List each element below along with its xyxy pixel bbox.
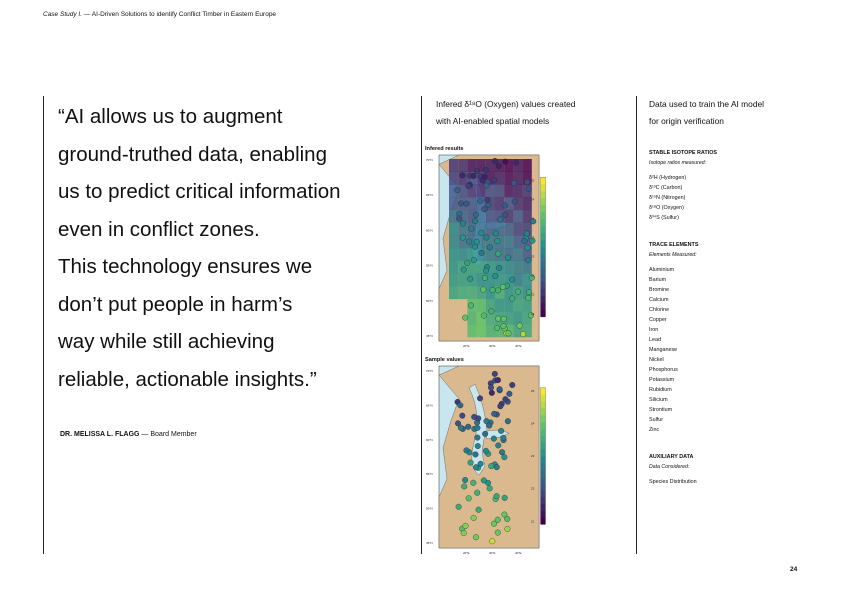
sample-point — [471, 480, 477, 486]
sample-point — [483, 167, 489, 173]
quote-line: way while still achieving — [58, 330, 275, 353]
inferred-cell — [449, 223, 458, 236]
colorbar-segment — [541, 240, 546, 247]
inferred-cell — [467, 286, 476, 299]
inferred-cell — [477, 324, 486, 337]
inferred-cell — [513, 248, 522, 261]
training-data-title — [649, 96, 764, 129]
list-item: Copper — [649, 317, 667, 323]
sample-point — [481, 287, 487, 293]
colorbar-segment — [541, 518, 546, 525]
sample-point — [495, 530, 501, 536]
sample-point — [498, 428, 504, 434]
latitude-label: 55°N — [426, 263, 433, 268]
sample-point — [502, 454, 508, 460]
sample-point — [489, 309, 495, 315]
colorbar-segment — [541, 310, 546, 317]
inferred-cell — [486, 210, 495, 223]
sample-point — [466, 496, 472, 502]
sample-point — [511, 180, 517, 186]
sample-point — [507, 391, 513, 397]
sample-point — [482, 431, 488, 437]
sample-point — [520, 331, 526, 337]
sample-point — [478, 461, 484, 467]
sample-point — [474, 239, 480, 245]
colorbar-tick-label: 22 — [531, 273, 535, 278]
quote-line: don’t put people in harm’s — [58, 292, 293, 316]
colorbar-tick-label: 22 — [531, 486, 535, 491]
inferred-cell — [449, 286, 458, 299]
colorbar-segment — [541, 254, 546, 261]
colorbar-tick-label: 24 — [531, 421, 535, 426]
sample-point — [494, 238, 500, 244]
sample-point — [458, 402, 464, 408]
left-divider — [43, 96, 44, 554]
sample-point — [503, 396, 509, 402]
inferred-cell — [458, 159, 467, 172]
colorbar-segment — [541, 303, 546, 310]
sample-point — [501, 316, 507, 322]
inferred-cell — [504, 184, 513, 197]
sample-point — [460, 413, 466, 419]
list-item: δ²H (Hydrogen) — [649, 175, 687, 181]
section-heading: TRACE ELEMENTS — [649, 242, 699, 248]
sample-point — [473, 212, 479, 218]
sample-point — [482, 275, 488, 281]
sample-point — [487, 486, 493, 492]
inferred-cell — [449, 172, 458, 185]
colorbar-segment — [541, 388, 546, 395]
inferred-cell — [467, 324, 476, 337]
sample-point — [512, 199, 518, 205]
colorbar-segment — [541, 483, 546, 490]
latitude-label: 55°N — [426, 472, 433, 477]
sample-point — [477, 396, 483, 402]
colorbar-segment — [541, 268, 546, 275]
colorbar-segment — [541, 212, 546, 219]
sample-point — [477, 198, 483, 204]
sample-point — [501, 323, 507, 329]
sample-point — [490, 287, 496, 293]
colorbar-segment — [541, 463, 546, 470]
colorbar-tick-label: 21 — [531, 519, 535, 524]
sample-point — [524, 231, 530, 237]
sample-point — [475, 443, 481, 449]
section-subheading: Elements Measured: — [649, 252, 697, 258]
sample-values-map — [425, 357, 549, 565]
sample-point — [474, 168, 480, 174]
sample-point — [488, 463, 494, 469]
inferred-cell — [504, 235, 513, 248]
latitude-label: 45°N — [426, 334, 433, 338]
colorbar-segment — [541, 449, 546, 456]
section-heading: STABLE ISOTOPE RATIOS — [649, 150, 717, 156]
latitude-label: 70°N — [426, 369, 433, 373]
sample-point — [515, 289, 521, 295]
inferred-cell — [513, 223, 522, 236]
colorbar-segment — [541, 233, 546, 240]
sample-point — [475, 435, 481, 441]
longitude-label: 40°E — [515, 344, 522, 348]
inferred-cell — [467, 312, 476, 325]
sample-point — [495, 316, 501, 322]
sample-point — [492, 158, 498, 164]
sample-point — [491, 436, 497, 442]
sample-point — [504, 516, 510, 522]
sample-point — [479, 230, 485, 236]
sample-point — [494, 493, 500, 499]
middle-divider — [421, 96, 422, 554]
sample-point — [486, 423, 492, 429]
colorbar-segment — [541, 415, 546, 422]
sample-point — [495, 377, 501, 383]
quote-line: us to predict critical information — [58, 180, 341, 203]
colorbar-tick-label: 24 — [531, 197, 535, 202]
sample-point — [489, 390, 495, 396]
inferred-cell — [513, 235, 522, 248]
sample-point — [503, 159, 509, 165]
colorbar-segment — [541, 296, 546, 303]
longitude-label: 40°E — [515, 551, 522, 555]
inferred-cell — [523, 299, 532, 312]
case-study-label: Case Study I. — [43, 11, 83, 18]
author-name: DR. MELISSA L. FLAGG — [60, 431, 140, 438]
inferred-cell — [449, 210, 458, 223]
latitude-label: 45°N — [426, 541, 433, 545]
sample-point — [496, 265, 502, 271]
longitude-label: 30°E — [489, 344, 496, 348]
inferred-map-figure — [425, 153, 549, 353]
longitude-label: 20°E — [463, 344, 470, 348]
sample-point — [492, 371, 498, 377]
sample-point — [483, 268, 489, 274]
sample-point — [488, 385, 494, 391]
sample-point — [517, 323, 523, 329]
sample-point — [464, 448, 470, 454]
latitude-label: 65°N — [426, 193, 433, 198]
colorbar-tick-label: 23 — [531, 254, 535, 259]
list-item: Zinc — [649, 427, 660, 433]
sample-point — [526, 186, 532, 192]
inferred-cell — [458, 286, 467, 299]
sample-point — [468, 460, 474, 466]
training-title-line: Data used to train the AI model — [649, 99, 764, 109]
sample-point — [471, 414, 477, 420]
sample-point — [480, 178, 486, 184]
list-item: Lead — [649, 337, 661, 343]
list-item: Iron — [649, 327, 659, 333]
sample-point — [460, 221, 466, 227]
sample-point — [499, 449, 505, 455]
page-number: 24 — [790, 566, 798, 573]
attribution-separator: — — [139, 431, 151, 438]
quote-line: This technology ensures we — [58, 255, 313, 278]
sample-point — [483, 448, 489, 454]
inferred-cell — [504, 261, 513, 274]
header-separator: — — [82, 11, 92, 18]
list-item: Strontium — [649, 407, 673, 413]
colorbar-segment — [541, 191, 546, 198]
inferred-cell — [513, 261, 522, 274]
author-role: Board Member — [150, 431, 197, 438]
sample-point — [493, 273, 499, 279]
sample-point — [494, 325, 500, 331]
longitude-label: 30°E — [489, 551, 496, 555]
list-item: δ¹⁵N (Nitrogen) — [649, 195, 686, 201]
sample-point — [471, 173, 477, 179]
sample-point — [493, 231, 499, 237]
list-item: Chlorine — [649, 307, 670, 313]
colorbar-segment — [541, 497, 546, 504]
inferred-cell — [449, 235, 458, 248]
inferred-cell — [449, 159, 458, 172]
section-subheading: Data Considered: — [649, 464, 690, 470]
latitude-label: 60°N — [426, 228, 433, 233]
right-divider — [636, 96, 637, 554]
colorbar-tick-label: 23 — [531, 235, 535, 240]
maps-column-title — [436, 96, 575, 129]
sample-point — [462, 315, 468, 321]
list-item: Nickel — [649, 357, 664, 363]
inferred-cell — [449, 248, 458, 261]
sample-point — [461, 267, 467, 273]
colorbar-segment — [541, 408, 546, 415]
inferred-cell — [449, 261, 458, 274]
sample-point — [525, 245, 531, 251]
colorbar-segment — [541, 282, 546, 289]
colorbar-segment — [541, 275, 546, 282]
sample-point — [484, 235, 490, 241]
list-item: Silicium — [649, 397, 668, 403]
sample-map-figure — [425, 364, 549, 560]
sample-point — [502, 212, 508, 218]
sample-point — [509, 277, 515, 283]
latitude-label: 70°N — [426, 158, 433, 162]
colorbar-tick-label: 21 — [531, 311, 535, 316]
sample-point — [495, 443, 501, 449]
list-item: Rubidium — [649, 387, 672, 393]
map-title: Sample values — [425, 357, 464, 363]
list-item: δ¹⁸O (Oxygen) — [649, 205, 684, 211]
sample-point — [491, 177, 497, 183]
sample-point — [469, 226, 475, 232]
sample-point — [468, 303, 474, 309]
inferred-cell — [495, 299, 504, 312]
sample-point — [460, 235, 466, 241]
sample-point — [456, 504, 462, 510]
sample-point — [482, 206, 488, 212]
quote-line: reliable, actionable insights.” — [58, 367, 317, 391]
maps-title-line: with AI-enabled spatial models — [436, 115, 550, 126]
colorbar-segment — [541, 184, 546, 191]
sample-point — [489, 538, 495, 544]
sample-point — [500, 284, 506, 290]
quote-line: “AI allows us to augment — [58, 105, 283, 128]
latitude-label: 50°N — [426, 506, 433, 511]
sample-point — [494, 464, 500, 470]
sample-point — [509, 382, 515, 388]
colorbar-segment — [541, 401, 546, 408]
sample-point — [458, 201, 464, 207]
colorbar-segment — [541, 504, 546, 511]
section-heading: AUXILIARY DATA — [649, 454, 694, 460]
inferred-cell — [504, 223, 513, 236]
colorbar-segment — [541, 289, 546, 296]
sample-point — [522, 238, 528, 244]
sample-point — [456, 216, 462, 222]
quote-attribution — [60, 431, 197, 438]
sample-point — [473, 534, 479, 540]
sample-point — [479, 250, 485, 256]
colorbar-segment — [541, 490, 546, 497]
sample-point — [496, 163, 502, 169]
sample-point — [471, 257, 477, 263]
latitude-label: 50°N — [426, 298, 433, 303]
sample-point — [498, 217, 504, 223]
sample-point — [476, 507, 482, 513]
sample-point — [524, 179, 530, 185]
colorbar-tick-label: 24 — [531, 216, 535, 221]
list-item: Sulfur — [649, 417, 664, 423]
inferred-cell — [477, 299, 486, 312]
sample-point — [472, 218, 478, 224]
sample-point — [464, 260, 470, 266]
colorbar-segment — [541, 198, 546, 205]
sample-point — [471, 515, 477, 521]
list-item: Barium — [649, 277, 667, 283]
header-title: AI-Driven Solutions to identify Conflict Timber in Eastern Europe — [91, 11, 277, 18]
sample-point — [502, 203, 508, 209]
colorbar-segment — [541, 219, 546, 226]
colorbar-segment — [541, 226, 546, 233]
sample-point — [484, 183, 490, 189]
document-header — [43, 11, 276, 18]
list-item: δ¹³C (Carbon) — [649, 185, 683, 191]
sample-point — [495, 517, 501, 523]
sample-point — [485, 197, 491, 203]
sample-point — [481, 313, 487, 319]
colorbar-tick-label: 25 — [531, 178, 535, 183]
inferred-cell — [513, 210, 522, 223]
inferred-results-map — [425, 146, 549, 358]
sample-point — [487, 245, 493, 251]
sample-point — [466, 239, 472, 245]
sample-point — [473, 452, 479, 458]
training-title-line: for origin verification — [649, 115, 724, 126]
inferred-cell — [523, 159, 532, 172]
sample-point — [465, 424, 471, 430]
latitude-label: 65°N — [426, 403, 433, 408]
sample-point — [462, 477, 468, 483]
list-item: Phosphorus — [649, 367, 678, 373]
colorbar-segment — [541, 205, 546, 212]
colorbar-segment — [541, 429, 546, 436]
sample-point — [474, 490, 480, 496]
sample-point — [475, 425, 481, 431]
sample-point — [513, 160, 519, 166]
sample-point — [491, 411, 497, 417]
list-item: Species Distribution — [649, 479, 697, 485]
colorbar-segment — [541, 177, 546, 184]
maps-title-line: Infered δ¹⁸O (Oxygen) values created — [436, 99, 576, 109]
colorbar-segment — [541, 422, 546, 429]
sample-point — [464, 201, 470, 207]
colorbar-segment — [541, 247, 546, 254]
quote-line: ground-truthed data, enabling — [58, 142, 327, 166]
sample-point — [505, 526, 511, 532]
list-item: Calcium — [649, 297, 669, 303]
inferred-cell — [486, 324, 495, 337]
colorbar-segment — [541, 442, 546, 449]
sample-point — [505, 418, 511, 424]
colorbar-tick-label: 25 — [531, 388, 535, 393]
sample-point — [498, 403, 504, 409]
sample-point — [502, 495, 508, 501]
sample-point — [495, 251, 501, 257]
training-data-list — [649, 148, 809, 487]
inferred-cell — [449, 273, 458, 286]
inferred-cell — [495, 184, 504, 197]
latitude-label: 60°N — [426, 437, 433, 442]
colorbar-segment — [541, 511, 546, 518]
sample-point — [481, 478, 487, 484]
map-title: Infered results — [425, 146, 464, 152]
list-item: δ³⁴S (Sulfur) — [649, 215, 679, 221]
sample-point — [461, 484, 467, 490]
colorbar-segment — [541, 456, 546, 463]
inferred-cell — [513, 299, 522, 312]
sample-point — [466, 183, 472, 189]
colorbar-segment — [541, 261, 546, 268]
sample-point — [506, 331, 512, 337]
sample-point — [460, 173, 466, 179]
list-item: Potassium — [649, 377, 675, 383]
sample-point — [495, 288, 501, 294]
sample-point — [463, 523, 469, 529]
colorbar-tick-label: 23 — [531, 454, 535, 459]
list-item: Aluminium — [649, 267, 675, 273]
sample-point — [461, 530, 467, 536]
sample-point — [458, 425, 464, 431]
sample-point — [454, 187, 460, 193]
inferred-cell — [513, 312, 522, 325]
sample-point — [509, 296, 515, 302]
colorbar-segment — [541, 470, 546, 477]
sample-point — [467, 276, 473, 282]
list-item: Manganese — [649, 347, 678, 353]
inferred-cell — [458, 273, 467, 286]
sample-point — [501, 435, 507, 441]
inferred-cell — [513, 184, 522, 197]
sample-point — [497, 386, 503, 392]
colorbar-tick-label: 22 — [531, 292, 535, 297]
colorbar-segment — [541, 477, 546, 484]
section-subheading: Isotope ratios measured: — [649, 160, 707, 166]
colorbar-segment — [541, 436, 546, 443]
colorbar-segment — [541, 395, 546, 402]
inferred-cell — [449, 197, 458, 210]
sample-point — [505, 255, 511, 261]
longitude-label: 20°E — [463, 551, 470, 555]
list-item: Bromine — [649, 287, 670, 293]
inferred-cell — [458, 248, 467, 261]
quote-line: even in conflict zones. — [58, 217, 260, 241]
pull-quote — [58, 98, 418, 398]
